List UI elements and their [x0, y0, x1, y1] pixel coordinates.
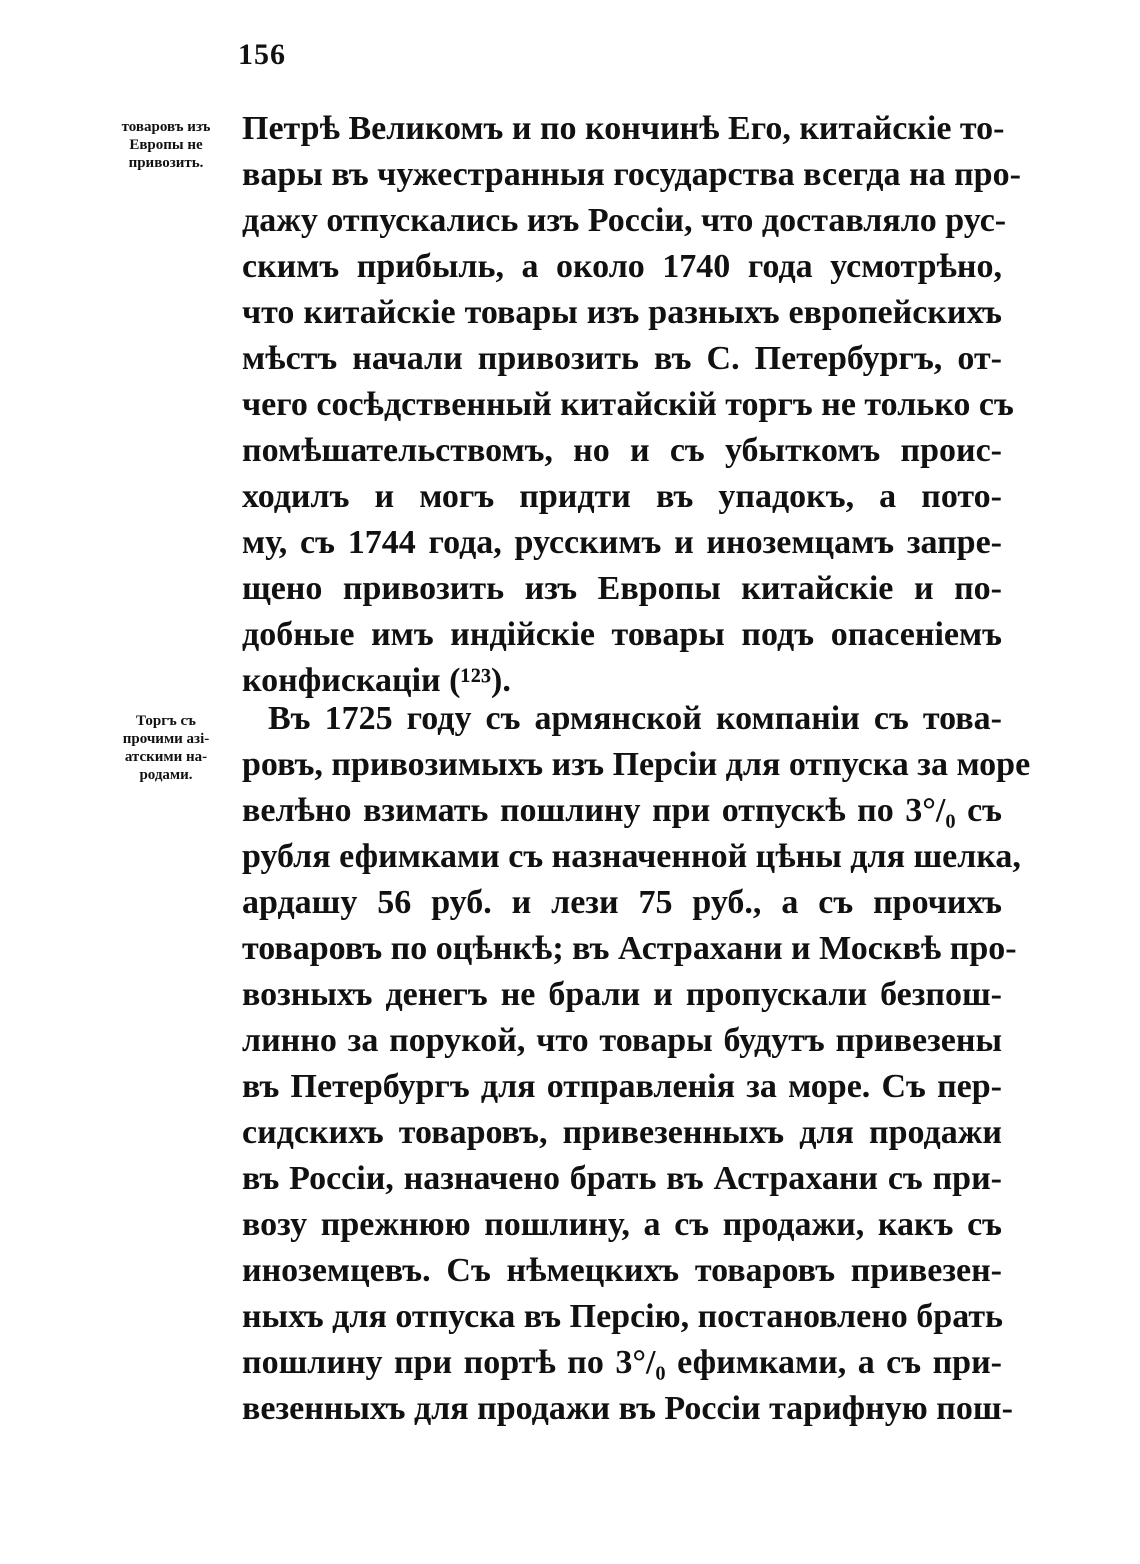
text-line: велѣно взимать пошлину при отпускѣ по 3°/₀ съ: [242, 792, 1002, 829]
text-line: что китайскіе товары изъ разныхъ европейскихъ: [242, 294, 1002, 331]
margin-note-line: родами.: [139, 767, 193, 783]
text-line: товаровъ по оцѣнкѣ; въ Астрахани и Москвѣ про-: [242, 930, 1017, 967]
text-line: ровъ, привозимыхъ изъ Персіи для отпуска за море: [242, 746, 1031, 783]
text-line: въ Петербургъ для отправленія за море. Съ пер-: [242, 1068, 1002, 1105]
text-line: ныхъ для отпуска въ Персію, постановлено брать: [242, 1298, 1004, 1335]
text-line: линно за порукой, что товары будутъ привезены: [242, 1022, 1002, 1059]
text-line: дажу отпускались изъ Россіи, что доставляло рус-: [242, 202, 1007, 239]
text-line: скимъ прибыль, а около 1740 года усмотрѣно,: [242, 248, 1002, 285]
margin-note-asian-trade: [96, 712, 236, 784]
text-line: Петрѣ Великомъ и по кончинѣ Его, китайскіе то-: [242, 110, 1005, 147]
text-line: возу прежнюю пошлину, а съ продажи, какъ съ: [242, 1206, 1002, 1243]
text-line: вары въ чужестранныя государства всегда на про-: [242, 156, 1021, 193]
margin-note-line: товаровъ изъ: [121, 119, 211, 135]
page-number: 156: [238, 38, 286, 71]
text-line: сидскихъ товаровъ, привезенныхъ для продажи: [242, 1114, 1002, 1151]
text-line: чего сосѣдственный китайскій торгъ не только съ: [242, 386, 1014, 423]
text-line: ходилъ и могъ придти въ упадокъ, а пото-: [242, 478, 1002, 515]
text-line: Въ 1725 году съ армянской компаніи съ това-: [268, 700, 1002, 737]
text-line: рубля ефимками съ назначенной цѣны для шелка,: [242, 838, 1021, 875]
text-line: му, съ 1744 года, русскимъ и иноземцамъ запре-: [242, 524, 1002, 561]
paragraph-armenian-company: [242, 696, 1031, 1432]
margin-note-line: прочими азі-: [122, 731, 210, 747]
text-line: возныхъ денегъ не брали и пропускали безпош-: [242, 976, 1002, 1013]
paragraph-china-trade: [242, 106, 1021, 704]
text-line: щено привозить изъ Европы китайскіе и по-: [242, 570, 1002, 607]
text-line: добные имъ индійскіе товары подъ опасеніемъ: [242, 616, 1002, 653]
text-line: ардашу 56 руб. и лези 75 руб., а съ прочихъ: [242, 884, 1002, 921]
margin-note-line: Торгъ съ: [136, 713, 196, 729]
text-line: везенныхъ для продажи въ Россіи тарифную пош-: [242, 1390, 1013, 1427]
margin-note-import-ban: [96, 118, 236, 172]
text-line: иноземцевъ. Съ нѣмецкихъ товаровъ привезен-: [242, 1252, 1002, 1289]
text-line: конфискаціи (¹²³).: [242, 662, 511, 699]
text-line: мѣстъ начали привозить въ С. Петербургъ, от-: [242, 340, 1002, 377]
margin-note-line: Европы не: [129, 137, 203, 153]
text-line: въ Россіи, назначено брать въ Астрахани съ при-: [242, 1160, 1002, 1197]
margin-note-line: атскими на-: [124, 749, 208, 765]
text-line: помѣшательствомъ, но и съ убыткомъ проис-: [242, 432, 1002, 469]
margin-note-line: привозить.: [128, 155, 204, 171]
text-line: пошлину при портѣ по 3°/₀ ефимками, а съ при-: [242, 1344, 1002, 1381]
